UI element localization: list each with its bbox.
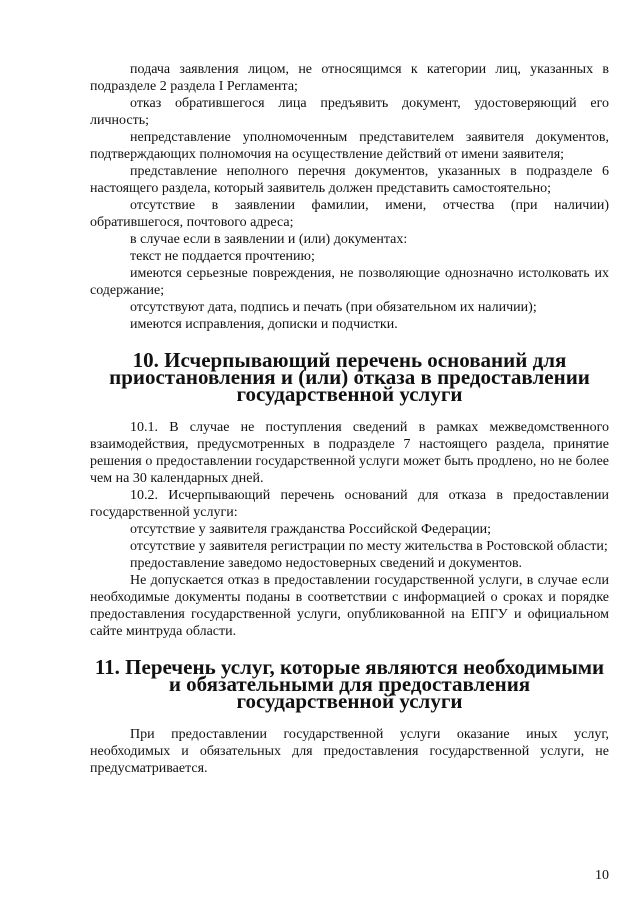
paragraph: имеются серьезные повреждения, не позволяющие однозначно истолковать их содержание; — [90, 266, 609, 298]
paragraph: отсутствие у заявителя регистрации по месту жительства в Ростовской области; — [130, 539, 608, 554]
document-body — [90, 61, 609, 777]
paragraph: Не допускается отказ в предоставлении государственной услуги, в случае если необходимые документы поданы в соответствии с информацией о сроках и порядке предоставления государственной услуги, опубликованной на ЕПГУ и официальном сайте минтруда области. — [90, 573, 609, 639]
section-10-heading — [90, 348, 609, 406]
paragraph: 10.1. В случае не поступления сведений в рамках межведомственного взаимодействия, предусмотренных в подразделе 7 настоящего раздела, принятие решения о предоставлении государственной услуги может быть продлено, но не более чем на 30 календарных дней. — [90, 420, 609, 486]
paragraph: предоставление заведомо недостоверных сведений и документов. — [130, 556, 523, 571]
heading-line: 10. Исчерпывающий перечень оснований для — [132, 348, 567, 372]
heading-line: приостановления и (или) отказа в предоставлении — [109, 365, 590, 389]
page-number: 10 — [595, 868, 609, 883]
paragraph: отсутствие в заявлении фамилии, имени, отчества (при наличии) обратившегося, почтового адреса; — [90, 198, 609, 230]
heading-line: 11. Перечень услуг, которые являются необходимыми — [94, 655, 605, 679]
paragraph: в случае если в заявлении и (или) документах: — [130, 232, 408, 247]
paragraph: При предоставлении государственной услуги оказание иных услуг, необходимых и обязательных для предоставления государственной услуги, не предусматривается. — [90, 727, 609, 776]
paragraph: имеются исправления, дописки и подчистки. — [130, 317, 398, 332]
section-11-heading — [90, 655, 609, 713]
heading-line: государственной услуги — [236, 382, 463, 406]
paragraph: непредставление уполномоченным представителем заявителя документов, подтверждающих полномочия на осуществление действий от имени заявителя; — [90, 130, 609, 162]
paragraph: представление неполного перечня документов, указанных в подразделе 6 настоящего раздела, который заявитель должен представить самостоятельно; — [90, 164, 609, 196]
heading-line: государственной услуги — [236, 689, 463, 713]
paragraph: отсутствие у заявителя гражданства Российской Федерации; — [130, 522, 492, 537]
heading-line: и обязательными для предоставления — [168, 672, 531, 696]
paragraph: отказ обратившегося лица предъявить документ, удостоверяющий его личность; — [90, 96, 609, 128]
paragraph: 10.2. Исчерпывающий перечень оснований для отказа в предоставлении государственной услуги: — [90, 488, 609, 520]
paragraph: отсутствуют дата, подпись и печать (при обязательном их наличии); — [130, 300, 537, 315]
paragraph: подача заявления лицом, не относящимся к категории лиц, указанных в подразделе 2 раздела I Регламента; — [90, 62, 609, 94]
paragraph: текст не поддается прочтению; — [130, 249, 315, 264]
